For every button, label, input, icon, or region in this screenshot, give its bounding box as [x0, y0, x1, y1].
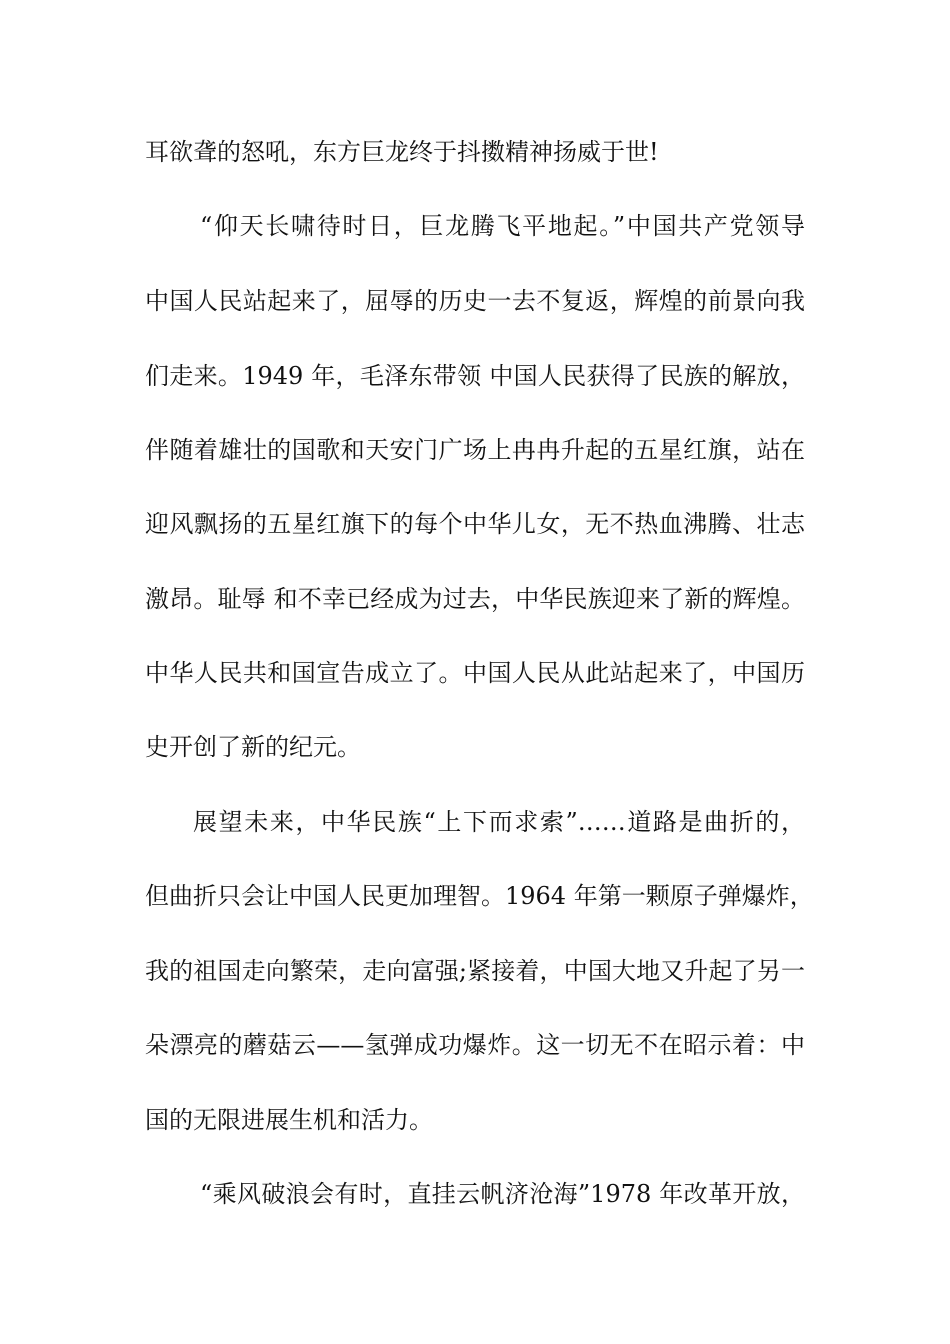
paragraph-3-line-3: 我的祖国走向繁荣，走向富强;紧接着，中国大地又升起了另一: [145, 957, 805, 985]
paragraph-4-line-1: “乘风破浪会有时，直挂云帆济沧海”1978 年改革开放，: [200, 1180, 805, 1208]
paragraph-2-line-6: 激昂。耻辱 和不幸已经成为过去，中华民族迎来了新的辉煌。: [145, 585, 805, 613]
paragraph-2-line-2: 中国人民站起来了，屈辱的历史一去不复返，辉煌的前景向我: [145, 287, 805, 315]
paragraph-3-line-2: 但曲折只会让中国人民更加理智。1964 年第一颗原子弹爆炸，: [145, 882, 814, 910]
paragraph-3-line-1: 展望未来，中华民族“上下而求索”……道路是曲折的，: [193, 808, 805, 836]
paragraph-2-line-3: 们走来。1949 年，毛泽东带领 中国人民获得了民族的解放，: [145, 362, 805, 390]
paragraph-3-line-5: 国的无限进展生机和活力。: [145, 1106, 433, 1134]
paragraph-2-line-7: 中华人民共和国宣告成立了。中国人民从此站起来了，中国历: [145, 659, 805, 687]
paragraph-1-line-1: 耳欲聋的怒吼，东方巨龙终于抖擞精神扬威于世!: [145, 138, 659, 166]
paragraph-2-line-5: 迎风飘扬的五星红旗下的每个中华儿女，无不热血沸腾、壮志: [145, 510, 805, 538]
paragraph-2-line-1: “仰天长啸待时日，巨龙腾飞平地起。”中国共产党领导: [200, 212, 805, 240]
paragraph-2-line-8: 史开创了新的纪元。: [145, 733, 361, 761]
paragraph-3-line-4: 朵漂亮的蘑菇云——氢弹成功爆炸。这一切无不在昭示着：中: [145, 1031, 805, 1059]
paragraph-2-line-4: 伴随着雄壮的国歌和天安门广场上冉冉升起的五星红旗，站在: [145, 436, 805, 464]
